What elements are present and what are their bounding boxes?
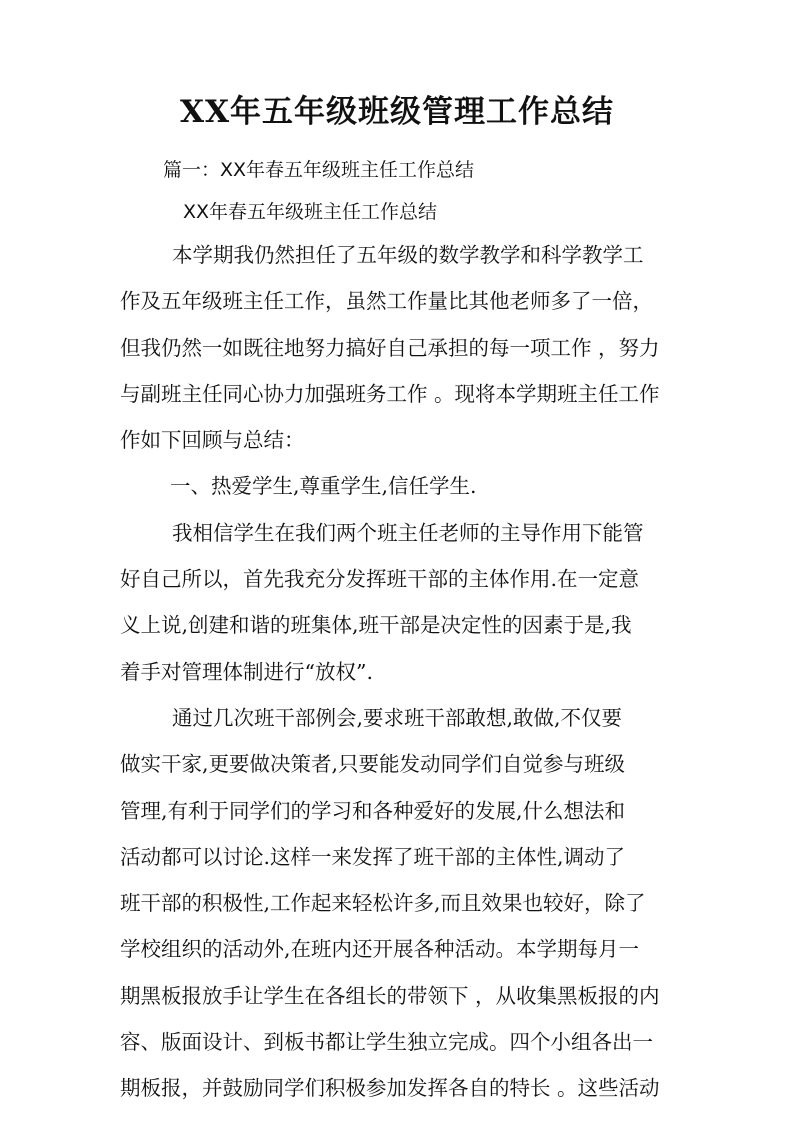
paragraph-line: 作及五年级班主任工作，虽然工作量比其他老师多了一倍， (120, 289, 653, 314)
paragraph-line: 期黑板报放手让学生在各组长的带领下 ，从收集黑板报的内 (120, 983, 660, 1008)
paragraph-line: 作如下回顾与总结： (120, 428, 305, 453)
paragraph-line: 期板报，并鼓励同学们积极参加发挥各自的特长 。这些活动 (120, 1076, 660, 1101)
section-heading: XX年春五年级班主任工作总结 (183, 201, 438, 223)
paragraph-line: 本学期我仍然担任了五年级的数学教学和科学教学工 (172, 243, 644, 267)
section-point-heading: 一、热爱学生,尊重学生,信任学生. (170, 474, 477, 499)
document-title: XX年五年级班级管理工作总结 (179, 94, 615, 130)
chapter-heading: 篇一：XX年春五年级班主任工作总结 (163, 159, 475, 181)
paragraph-line: 学校组织的活动外,在班内还开展各种活动。本学期每月一 (120, 937, 640, 962)
paragraph-line: 容、版面设计、到板书都让学生独立完成。四个小组各出一 (120, 1030, 653, 1055)
paragraph-line: 管理,有利于同学们的学习和各种爱好的发展,什么想法和 (120, 798, 626, 823)
paragraph-line: 与副班主任同心协力加强班务工作 。现将本学期班主任工作 (120, 381, 660, 406)
paragraph-line: 通过几次班干部例会,要求班干部敢想,敢做,不仅要 (172, 705, 623, 730)
paragraph-line: 好自己所以，首先我充分发挥班干部的主体作用.在一定意 (120, 567, 640, 592)
body-text (120, 232, 680, 1112)
paragraph-line: 做实干家,更要做决策者,只要能发动同学们自觉参与班级 (120, 752, 626, 777)
paragraph-line: 着手对管理体制进行“放权”. (120, 659, 373, 684)
paragraph-line: 但我仍然一如既往地努力搞好自己承担的每一项工作 ，努力 (120, 335, 660, 360)
paragraph-line: 义上说,创建和谐的班集体,班干部是决定性的因素于是,我 (120, 613, 632, 638)
paragraph-line: 我相信学生在我们两个班主任老师的主导作用下能管 (172, 520, 644, 545)
paragraph-line: 班干部的积极性,工作起来轻松许多,而且效果也较好，除了 (120, 891, 646, 916)
paragraph-line: 活动都可以讨论.这样一来发挥了班干部的主体性,调动了 (120, 844, 626, 869)
